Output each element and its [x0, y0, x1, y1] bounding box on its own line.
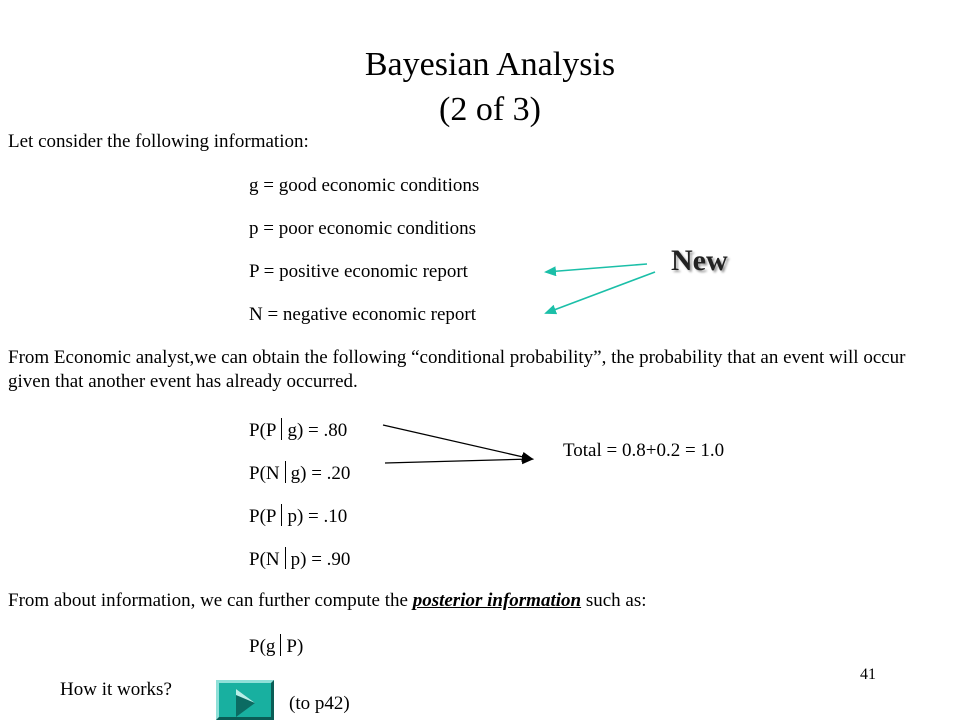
intro-text: Let consider the following information: — [8, 131, 309, 152]
probability-row: P(P p) = .10 — [249, 506, 348, 527]
probability-row: P(N p) = .90 — [249, 549, 351, 570]
to-page-link[interactable]: (to p42) — [289, 693, 350, 714]
how-it-works-text: How it works? — [60, 679, 172, 700]
new-arrow-negative — [546, 272, 655, 313]
total-arrow-from-Ng — [385, 459, 532, 463]
total-arrow-from-PP — [383, 425, 532, 459]
probability-row: P(N g) = .20 — [249, 463, 351, 484]
slide-title-line2: (2 of 3) — [439, 91, 541, 128]
new-label: New — [671, 244, 728, 277]
probability-row: P(P g) = .80 — [249, 420, 348, 441]
new-arrow-positive — [546, 264, 647, 272]
page-number: 41 — [860, 666, 876, 683]
posterior-term: posterior information — [412, 590, 582, 611]
posterior-text: From about information, we can further compute the posterior information such as: — [8, 590, 647, 611]
total-text: Total = 0.8+0.2 = 1.0 — [563, 440, 725, 461]
definition-N: N = negative economic report — [249, 304, 477, 325]
slide-title-line1: Bayesian Analysis — [364, 46, 616, 83]
explanation-text: From Economic analyst,we can obtain the following “conditional probability”, the probability that an event will occur given that another event has already occurred. — [8, 347, 906, 392]
definition-P: P = positive economic report — [249, 261, 468, 282]
posterior-example: P(g P) — [249, 636, 304, 657]
definition-g: g = good economic conditions — [249, 175, 480, 196]
definition-p: p = poor economic conditions — [249, 218, 477, 239]
